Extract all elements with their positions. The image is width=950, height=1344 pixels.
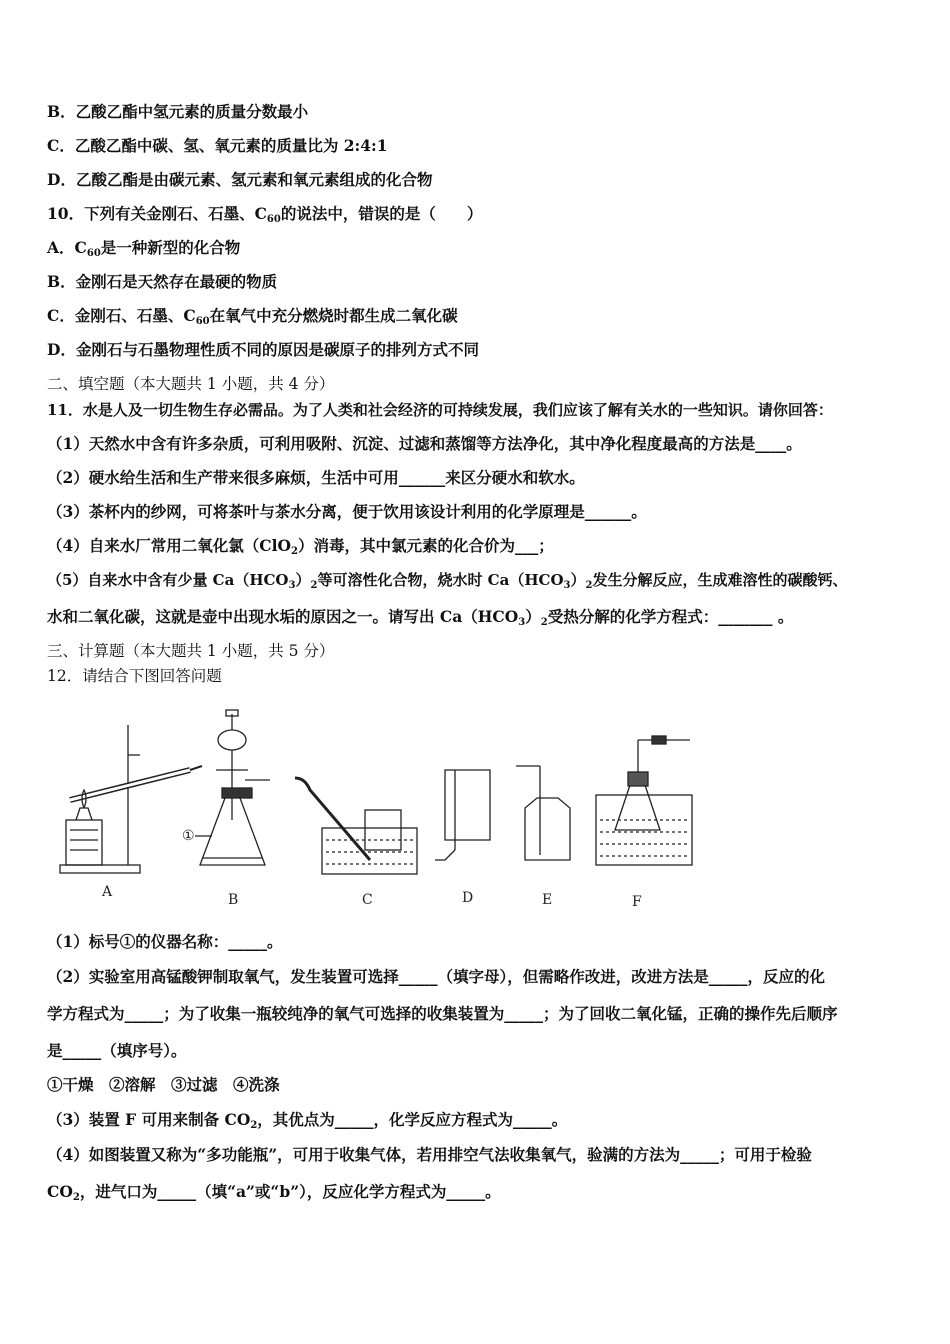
q11-part2 (47, 468, 585, 488)
q10-option-d (47, 340, 479, 360)
q12-ops (47, 1075, 280, 1095)
q11-p5b-sub1: 3 (518, 617, 526, 628)
q12-part1-text: （1）标号①的仪器名称：_____。 (47, 932, 283, 951)
apparatus-e (516, 766, 570, 908)
q9-option-c (47, 136, 388, 156)
q12-ops-text: ①干燥 ②溶解 ③过滤 ④洗涤 (47, 1075, 280, 1094)
label-a: A (102, 884, 113, 900)
q11-part2-text: （2）硬水给生活和生产带来很多麻烦，生活中可用______来区分硬水和软水。 (47, 468, 585, 487)
apparatus-figure (40, 700, 720, 920)
q11-p5-sub4: 2 (585, 580, 593, 591)
q11-p4-post: ）消毒，其中氯元素的化合价为___； (297, 536, 554, 555)
q12-part2c (47, 1041, 187, 1061)
label-d: D (462, 890, 474, 906)
q10-option-d-text: D．金刚石与石墨物理性质不同的原因是碳原子的排列方式不同 (47, 340, 479, 359)
q11-p5b-mid: ） (525, 607, 541, 626)
q11-p5-mid3: ） (570, 571, 586, 589)
q10-c-post: 在氧气中充分燃烧时都生成二氧化碳 (209, 306, 458, 325)
q10-a-post: 是一种新型的化合物 (100, 238, 241, 257)
q12-part4a-text: （4）如图装置又称为“多功能瓶”，可用于收集气体，若用排空气法收集氧气，验满的方法为_____；可用于检验 (47, 1145, 812, 1164)
q11-part3 (47, 502, 647, 522)
q12-stem (47, 666, 222, 686)
q10-a-sub: 60 (86, 248, 101, 259)
q10-stem-sub: 60 (266, 214, 281, 225)
label-f: F (632, 894, 642, 910)
q10-option-a (47, 238, 240, 258)
q9-option-b-text: B．乙酸乙酯中氢元素的质量分数最小 (47, 102, 309, 121)
q10-c-sub: 60 (195, 316, 210, 327)
apparatus-d (435, 770, 490, 906)
apparatus-b (182, 710, 270, 908)
q11-stem (47, 400, 833, 420)
marker-1: ① (182, 828, 195, 844)
q11-p5-sub2: 2 (310, 580, 318, 591)
q11-p5-sub3: 3 (563, 580, 571, 591)
q11-p5-post: 发生分解反应，生成难溶性的碳酸钙、 (592, 571, 848, 589)
q9-option-d-text: D．乙酸乙酯是由碳元素、氢元素和氧元素组成的化合物 (47, 170, 433, 189)
q11-p5b-post: 受热分解的化学方程式：_______ 。 (547, 607, 794, 626)
q12-stem-text: 12．请结合下图回答问题 (47, 667, 222, 685)
q10-stem (47, 204, 482, 224)
section3-heading-text: 三、计算题（本大题共 1 小题，共 5 分） (47, 642, 335, 660)
q12-p4b-pre: CO (47, 1182, 73, 1201)
label-e: E (542, 892, 553, 908)
q11-part1-text: （1）天然水中含有许多杂质，可利用吸附、沉淀、过滤和蒸馏等方法净化，其中净化程度最高的方法是____。 (47, 434, 802, 453)
q12-p4b-sub: 2 (72, 1192, 80, 1203)
q9-option-d (47, 170, 432, 190)
q10-option-b-text: B．金刚石是天然存在最硬的物质 (47, 272, 278, 291)
section2-heading (47, 374, 334, 394)
q12-p4b-post: ，进气口为_____（填“a”或“b”），反应化学方程式为_____。 (79, 1182, 501, 1201)
q11-p5b-pre: 水和二氧化碳，这就是壶中出现水垢的原因之一。请写出 Ca（HCO (47, 607, 519, 626)
q12-part2b (47, 1004, 838, 1024)
q12-part3 (47, 1110, 567, 1130)
q9-option-b (47, 102, 308, 122)
q10-a-pre: A．C (47, 238, 87, 257)
q10-c-pre: C．金刚石、石墨、C (47, 306, 196, 325)
section2-heading-text: 二、填空题（本大题共 1 小题，共 4 分） (47, 375, 335, 393)
label-b: B (228, 892, 239, 908)
q11-part5 (47, 570, 847, 590)
q11-p5-mid2: 等可溶性化合物，烧水时 Ca（HCO (317, 571, 564, 589)
q12-part4a (47, 1145, 812, 1165)
q12-part2b-text: 学方程式为_____；为了收集一瓶较纯净的氧气可选择的收集装置为_____；为了回收二氧化锰，正确的操作先后顺序 (47, 1004, 838, 1023)
apparatus-a (60, 725, 202, 900)
q11-p4-pre: （4）自来水厂常用二氧化氯（ClO (47, 536, 292, 555)
q12-part2a (47, 967, 825, 987)
q12-part1 (47, 932, 283, 952)
q10-option-c (47, 306, 458, 326)
q12-p3-sub: 2 (250, 1120, 258, 1131)
apparatus-f (596, 736, 692, 910)
q10-stem-pre: 10．下列有关金刚石、石墨、C (47, 204, 267, 223)
q11-part3-text: （3）茶杯内的纱网，可将茶叶与茶水分离，便于饮用该设计利用的化学原理是______。 (47, 502, 647, 521)
label-c: C (362, 892, 373, 908)
q11-stem-text: 11．水是人及一切生物生存必需品。为了人类和社会经济的可持续发展，我们应该了解有关水的一些知识。请你回答： (47, 401, 833, 419)
q12-part2a-text: （2）实验室用高锰酸钾制取氧气，发生装置可选择_____（填字母），但需略作改进，改进方法是_____，反应的化 (47, 967, 826, 986)
q11-part1 (47, 434, 802, 454)
q9-option-c-text: C．乙酸乙酯中碳、氢、氧元素的质量比为 2:4:1 (47, 136, 388, 155)
q11-part5-cont (47, 607, 793, 627)
q11-p4-sub: 2 (291, 546, 298, 557)
q12-part2c-text: 是_____（填序号）。 (47, 1041, 187, 1060)
q10-stem-post: 的说法中，错误的是（ ） (280, 204, 483, 223)
q11-part4 (47, 536, 554, 556)
apparatus-c (295, 778, 417, 908)
q10-option-b (47, 272, 277, 292)
q12-p3-post: ，其优点为_____，化学反应方程式为_____。 (257, 1110, 568, 1129)
q11-p5b-sub2: 2 (540, 617, 548, 628)
q11-p5-pre: （5）自来水中含有少量 Ca（HCO (47, 571, 289, 589)
q12-p3-pre: （3）装置 F 可用来制备 CO (47, 1110, 251, 1129)
q12-part4b (47, 1182, 501, 1202)
q11-p5-sub1: 3 (288, 580, 296, 591)
q11-p5-mid1: ） (295, 571, 311, 589)
section3-heading (47, 641, 334, 661)
